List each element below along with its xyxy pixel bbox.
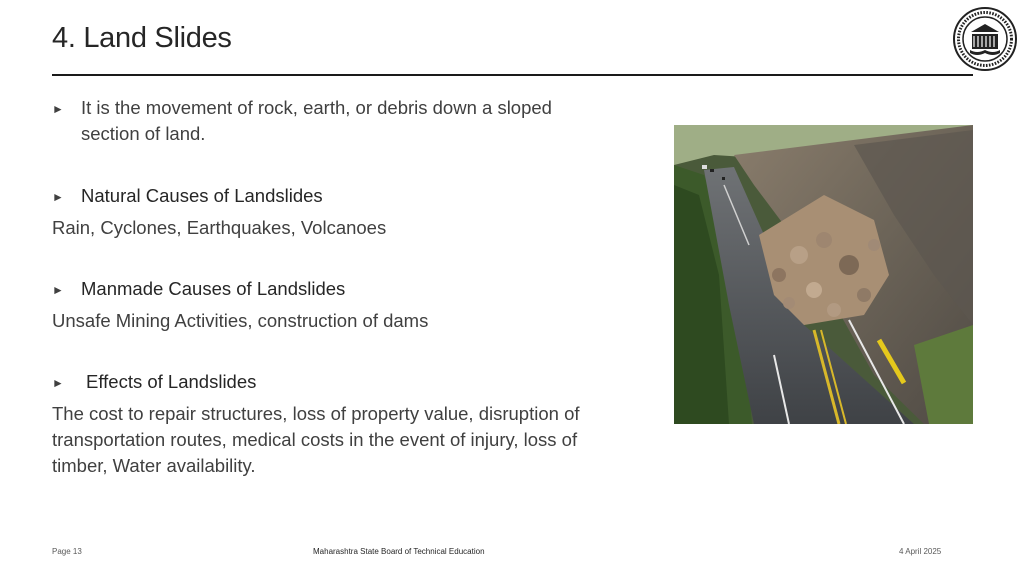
definition-text: It is the movement of rock, earth, or debris down a sloped section of land. [81,97,552,144]
bullet-definition [52,95,612,147]
effects-detail: The cost to repair structures, loss of property value, disruption of transportation routes, medical costs in the event of injury, loss of timber, Water availability. [52,403,580,476]
bullet-natural-causes [52,183,612,210]
bullet-manmade-causes [52,276,612,303]
msbte-seal-icon [952,6,1018,72]
manmade-causes-detail: Unsafe Mining Activities, construction of dams [52,310,429,331]
bullet-marker: ► [52,102,64,116]
footer-date: 4 April 2025 [899,547,942,556]
bullet-marker: ► [52,283,64,297]
manmade-causes-heading: Manmade Causes of Landslides [81,278,346,299]
natural-causes-heading: Natural Causes of Landslides [81,185,323,206]
effects-heading: Effects of Landslides [86,371,257,392]
slide-title: 4. Land Slides [52,22,232,54]
slide-body [52,95,612,479]
bullet-marker: ► [52,376,64,390]
title-divider [52,74,973,76]
footer-organization: Maharashtra State Board of Technical Education [313,547,485,556]
page-number: Page 13 [52,547,82,556]
bullet-marker: ► [52,190,64,204]
landslide-photo [674,125,973,424]
natural-causes-detail: Rain, Cyclones, Earthquakes, Volcanoes [52,217,387,238]
bullet-effects [52,369,612,396]
